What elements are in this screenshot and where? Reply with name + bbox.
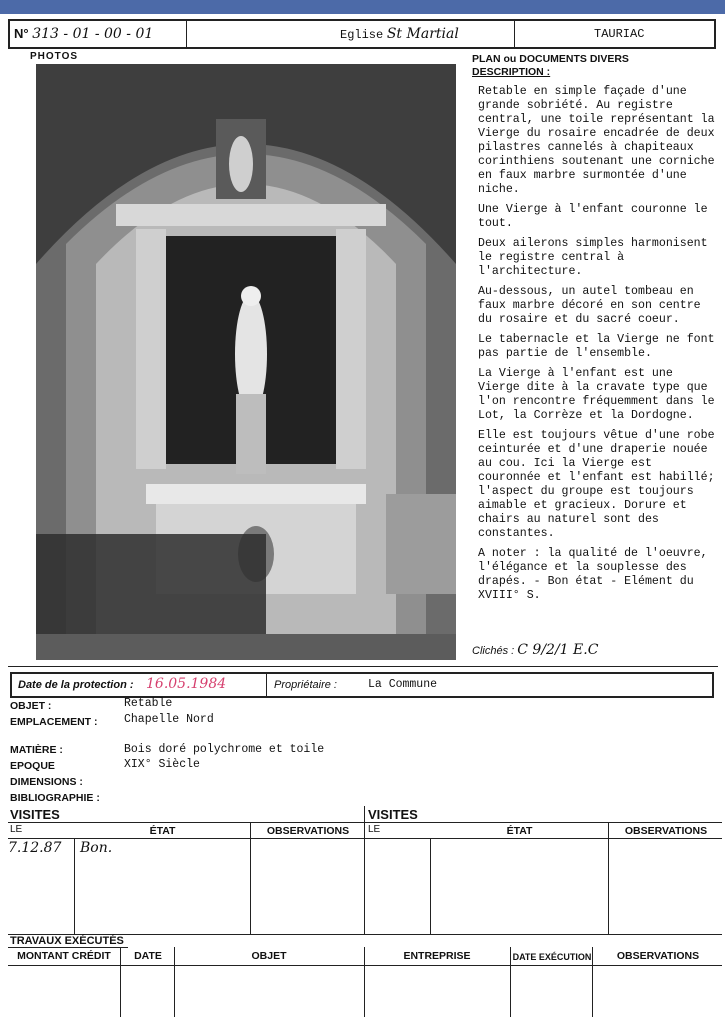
description-paragraph: Le tabernacle et la Vierge ne font pas partie de l'ensemble. [478,333,715,360]
record-number [14,21,184,47]
visits-title-left: VISITES [10,807,60,822]
commune-name: TAURIAC [594,27,645,41]
description-paragraph: Elle est toujours vêtue d'une robe ceinturée et d'une draperie nouée au cou. Ici la Vierge est couronnée et l'enfant est habillé; l'aspect du groupe est toujours aimable et gracieux. Dorure et chairs au naturel sont des constantes. [478,429,715,540]
description-paragraph: La Vierge à l'enfant est une Vierge dite à la cravate type que l'on rencontre fréquemment dans le Lot, la Corrèze et la Dordogne. [478,367,715,422]
scan-top-band [0,0,725,14]
field-value-emplacement: Chapelle Nord [124,713,214,726]
field-label-matiere: MATIÈRE : [10,744,63,756]
travaux-col-date: DATE [134,950,162,962]
visits-col-etat-right: ÉTAT [506,825,533,837]
number-label: N° [14,26,29,41]
altarpiece-photo [36,64,456,660]
description-body [478,85,720,603]
visits-col-obs-right: OBSERVATIONS [624,825,708,837]
description-paragraph: A noter : la qualité de l'oeuvre, l'élégance et la souplesse des drapés. - Bon état - Elément du XVIII° S. [478,547,708,602]
visit-entry-etat: Bon. [80,840,113,856]
owner-label: Propriétaire : [274,679,337,691]
field-value-matiere: Bois doré polychrome et toile [124,743,325,756]
travaux-col-montant: MONTANT CRÉDIT [17,950,111,962]
description-heading: PLAN ou DOCUMENTS DIVERS [472,53,629,65]
cliches-label: Clichés : [472,645,515,657]
travaux-col-date-execution: DATE EXÉCUTION [512,952,592,962]
field-label-objet: OBJET : [10,700,52,712]
protection-date-value: 16.05.1984 [146,676,227,692]
visits-title-right: VISITES [368,807,418,822]
field-label-epoque: EPOQUE [10,760,55,772]
photos-label: PHOTOS [30,51,79,62]
travaux-title: TRAVAUX EXÉCUTÉS [10,935,124,947]
retable-photo-drawing [36,64,456,660]
description-paragraph: Au-dessous, un autel tombeau en faux marbre décoré en son centre du rosaire et du sacré coeur. [478,285,701,326]
protection-box [10,672,714,698]
field-value-objet: Retable [124,697,173,710]
visits-col-etat-left: ÉTAT [149,825,176,837]
record-header [8,19,716,49]
visits-col-obs-left: OBSERVATIONS [266,825,350,837]
visits-col-le-right: LE [368,824,381,835]
protection-date-label: Date de la protection : [18,679,134,691]
visits-col-le-left: LE [10,824,23,835]
description-section [472,53,722,603]
travaux-col-observations: OBSERVATIONS [616,950,700,962]
field-value-epoque: XIX° Siècle [124,758,200,771]
description-label: DESCRIPTION : [472,66,551,78]
field-label-emplacement: EMPLACEMENT : [10,716,98,728]
cliches-line [472,642,598,658]
church-label: Eglise [340,28,384,42]
church-name: St Martial [386,26,459,42]
owner-value: La Commune [368,678,438,691]
visit-entry-date: 7.12.87 [8,840,62,856]
description-paragraph: Une Vierge à l'enfant couronne le tout. [478,203,708,230]
number-value: 313 - 01 - 00 - 01 [32,26,154,42]
description-paragraph: Retable en simple façade d'une grande sobriété. Au registre central, une toile représentant la Vierge du rosaire encadrée de deux pilastres cannelés à chapiteaux corinthiens soutenant une corniche en faux marbre surmontée d'une niche. [478,85,715,196]
cliches-value: C 9/2/1 E.C [517,642,599,658]
travaux-col-entreprise: ENTREPRISE [403,950,471,962]
travaux-col-objet: OBJET [251,950,287,962]
description-paragraph: Deux ailerons simples harmonisent le registre central à l'architecture. [478,237,708,278]
church-cell [340,21,459,47]
field-label-bibliographie: BIBLIOGRAPHIE : [10,792,100,804]
field-label-dimensions: DIMENSIONS : [10,776,83,788]
